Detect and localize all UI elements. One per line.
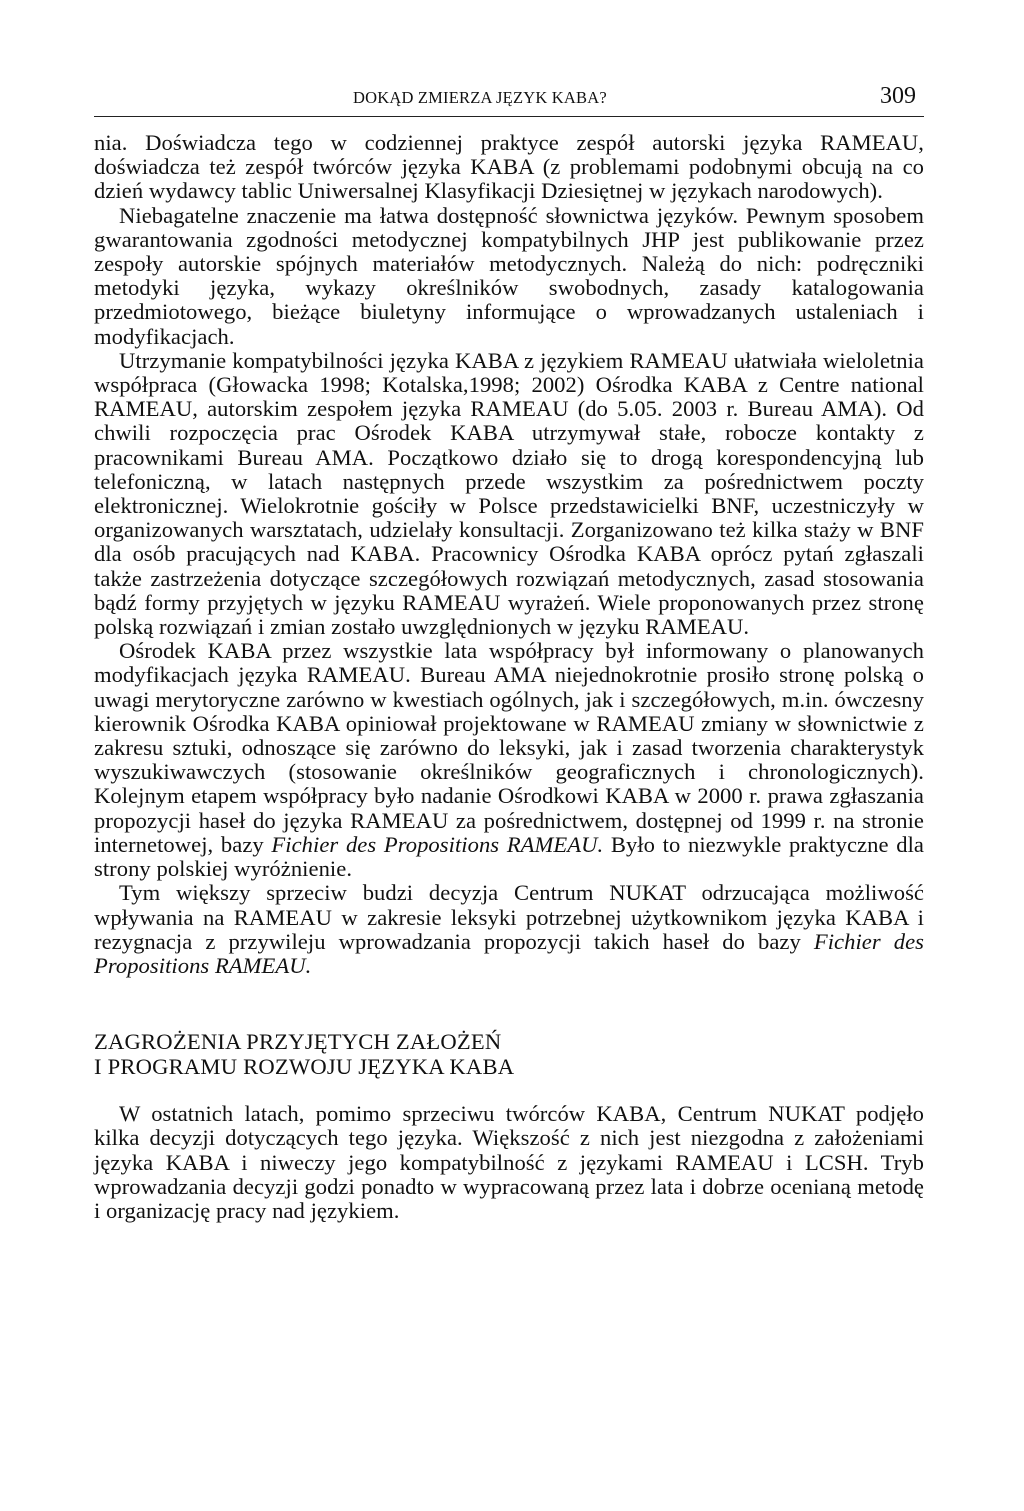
paragraph-4-tail: Było to niezwykle praktyczne dla strony polskiej wyróżnienie. (94, 831, 924, 882)
section-body (94, 1102, 924, 1223)
running-title: DOKĄD ZMIERZA JĘZYK KABA? (353, 88, 607, 107)
paragraph-5-italic-title: Fichier des Propositions RAMEAU. (94, 928, 924, 978)
paragraph-4 (94, 639, 924, 881)
running-head (94, 83, 924, 117)
section-paragraph: W ostatnich latach, pomimo sprzeciwu twórców KABA, Centrum NUKAT podjęło kilka decyzji dotyczących tego języka. Większość z nich jest niezgodna z założeniami języka KABA i niweczy jego kompatybilność z językami RAMEAU i LCSH. Tryb wprowadzania decyzji godzi ponadto w wypracowaną przez lata i dobrze ocenianą metodę i organizację pracy nad językiem. (94, 1101, 924, 1223)
section-heading-line-1: ZAGROŻENIA PRZYJĘTYCH ZAŁOŻEŃ (94, 1029, 502, 1055)
paragraph-2: Niebagatelne znaczenie ma łatwa dostępność słownictwa języków. Pewnym sposobem gwarantowania zgodności metodycznej kompatybilnych JHP jest publikowanie przez zespoły autorskie spójnych materiałów metodycznych. Należą do nich: podręczniki metodyki języka, wykazy określników swobodnych, zasady katalogowania przedmiotowego, bieżące biuletyny informujące o wprowadzanych ustaleniach i modyfikacjach. (94, 202, 924, 349)
section-heading (94, 1029, 924, 1079)
paragraph-1: nia. Doświadcza tego w codziennej praktyce zespół autorski języka RAMEAU, doświadcza też zespół twórców języka KABA (z problemami podobnymi obcują na co dzień wydawcy tablic Uniwersalnej Klasyfikacji Dziesiętnej w językach narodowych). (94, 130, 924, 204)
paragraph-5 (94, 881, 924, 978)
section-heading-line-2: I PROGRAMU ROZWOJU JĘZYKA KABA (94, 1054, 515, 1080)
paragraph-4-italic-title: Fichier des Propositions RAMEAU. (271, 831, 604, 857)
paragraph-4-text: Ośrodek KABA przez wszystkie lata współpracy był informowany o planowanych modyfikacjach języka RAMEAU. Bureau AMA niejednokrotnie prosiło stronę polską o uwagi merytoryczne zarówno w kwestiach ogólnych, jak i szczegółowych, m.in. ówczesny kierownik Ośrodka KABA opiniował projektowane w RAMEAU zmiany w słownictwie z zakresu sztuki, odnoszące się zarówno do leksyki, jak i zasad tworzenia charakterystyk wyszukiwawczych (stosowanie określników geograficznych i chronologicznych). Kolejnym etapem współpracy było nadanie Ośrodkowi KABA w 2000 r. prawa zgłaszania propozycji haseł do języka RAMEAU za pośrednictwem, dostępnej od 1999 r. na stronie internetowej, bazy (94, 638, 924, 857)
page-number: 309 (880, 83, 916, 109)
body-text (94, 131, 924, 1223)
paragraph-3: Utrzymanie kompatybilności języka KABA z językiem RAMEAU ułatwiała wieloletnia współpraca (Głowacka 1998; Kotalska,1998; 2002) Ośrodka KABA z Centre national RAMEAU, autorskim zespołem języka RAMEAU (do 5.05. 2003 r. Bureau AMA). Od chwili rozpoczęcia prac Ośrodek KABA utrzymywał stałe, robocze kontakty z pracownikami Bureau AMA. Początkowo działo się to drogą korespondencyjną lub telefoniczną, w latach następnych przede wszystkim za pośrednictwem poczty elektronicznej. Wielokrotnie gościły w Polsce przedstawicielki BNF, uczestniczyły w organizowanych warsztatach, udzielały konsultacji. Zorganizowano też kilka staży w BNF dla osób pracujących nad KABA. Pracownicy Ośrodka KABA oprócz pytań zgłaszali także zastrzeżenia dotyczące szczegółowych rozwiązań metodycznych, zasad stosowania bądź formy przyjętych w języku RAMEAU wyrażeń. Wiele proponowanych przez stronę polską rozwiązań i zmian zostało uwzględnionych w języku RAMEAU. (94, 347, 924, 640)
paragraph-5-text: Tym większy sprzeciw budzi decyzja Centrum NUKAT odrzucająca możliwość wpływania na RAMEAU w zakresie leksyki potrzebnej użytkownikom języka KABA i rezygnacja z przywileju wprowadzania propozycji takich haseł do bazy (94, 880, 924, 954)
book-page (94, 83, 924, 1223)
